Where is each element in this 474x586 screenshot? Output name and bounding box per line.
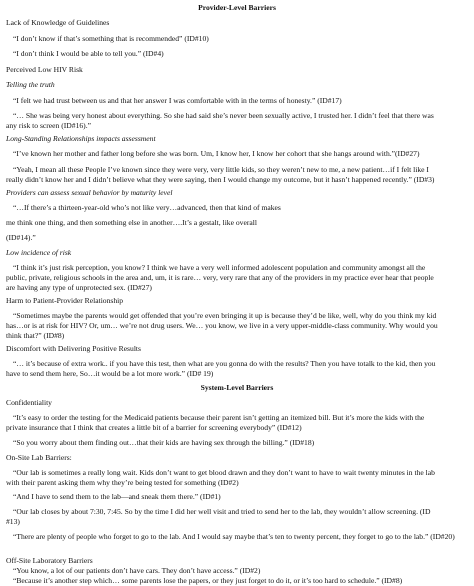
quote: “And I have to send them to the lab—and sneak them there.” (ID#1) (13, 492, 221, 501)
quote-continued: with their parent asking them why they’re being tested for something (ID#2) (6, 478, 239, 487)
quote-continued: public, private, religious schools in the area and, um, it is rare… very, very rare that any of the providers in my practice ever hear that people (6, 273, 434, 282)
quote: “You know, a lot of our patients don’t have cars. They don’t have access.” (ID#2) (13, 566, 261, 575)
section-title-confidentiality: Confidentiality (6, 398, 52, 407)
quote: “Because it’s another step which… some parents lose the papers, or they just forget to do it, or it’s too hard to schedule.” (ID#8) (13, 576, 403, 585)
quote-continued: (ID#14).” (6, 233, 36, 242)
section-title-lack-knowledge: Lack of Knowledge of Guidelines (6, 18, 110, 27)
quote-continued: me think one thing, and then something else in another….It’s a gestalt, like overall (6, 218, 257, 227)
quote: “So you worry about them finding out…that their kids are having sex through the billing.” (ID#18) (13, 438, 315, 447)
quote: “Our lab is sometimes a really long wait. Kids don’t want to get blood drawn and they don’t want to have to wait twenty minutes in the lab (13, 468, 435, 477)
section-title-discomfort: Discomfort with Delivering Positive Results (6, 344, 141, 353)
quote: “It’s easy to order the testing for the Medicaid patients because their parent isn’t getting an itemized bill. But it’s more the kids with the (13, 413, 425, 422)
system-heading: System-Level Barriers (200, 383, 274, 392)
quote: “I don’t know if that’s something that is recommended” (ID#10) (13, 34, 209, 43)
quote: “There are plenty of people who forget to go to the lab. And I would say maybe that’s ten to twenty percent, they forget to go to the lab.” (ID#20) (13, 532, 455, 541)
quote-continued: have to send them here, So…it would be a lot more work.” (ID# 19) (6, 369, 214, 378)
quote: “Our lab closes by about 7:30, 7:45. So by the time I did her well visit and tried to send her to the lab, they wouldn’t allow screening. (ID (13, 507, 431, 516)
quote-continued: has…or is at risk for HIV? Or, um… we’re not drug users. We… you know, we live in a very upper-middle-class community. Why would you (6, 321, 438, 330)
subheading-maturity: Providers can assess sexual behavior by maturity level (6, 188, 173, 197)
quote-continued: really didn’t know her and I didn’t believe what they were saying, then I would change my outcome, but it hasn’t happened recently.” (ID#3) (6, 175, 435, 184)
subheading-low-incidence: Low incidence of risk (6, 248, 72, 257)
quote-continued: #13) (6, 517, 20, 526)
section-title-onsite: On-Site Lab Barriers: (6, 453, 72, 462)
quote: “Sometimes maybe the parents would get offended that you’re even bringing it up is because they’d be like, well, why do you think my kid (13, 311, 437, 320)
quote: “I felt we had trust between us and that her answer I was comfortable with in the terms of honesty.” (ID#17) (13, 96, 342, 105)
provider-heading: Provider-Level Barriers (198, 3, 276, 12)
quote-continued: think that?” (ID#8) (6, 331, 65, 340)
quote-continued: private insurance that I think that creates a little bit of a barrier for screening everybody” (ID#12) (6, 423, 302, 432)
quote: “…If there’s a thirteen-year-old who’s not like very…advanced, then that kind of makes (13, 203, 281, 212)
subheading-telling-truth: Telling the truth (6, 80, 55, 89)
section-title-perceived-risk: Perceived Low HIV Risk (6, 65, 83, 74)
quote: “… She was being very honest about everything. So she had said she’s never been sexually active, I trusted her. I didn’t feel that there was (13, 111, 434, 120)
quote-continued: any risk to screen (ID#16).” (6, 121, 91, 130)
quote: “I don’t think I would be able to tell you.” (ID#4) (13, 49, 164, 58)
quote: “I think it’s just risk perception, you know? I think we have a very well informed adolescent population and community amongst all the (13, 263, 426, 272)
quote: “Yeah, I mean all these People I’ve known since they were very, very little kids, so they weren’t new to me, a new patient…if I felt like I (13, 165, 429, 174)
quote: “… it’s because of extra work.. if you have this test, then what are you gonna do with the results? Then you have totalk to the kid, then you (13, 359, 436, 368)
quote-continued: are having any type of unprotected sex. (ID#27) (6, 283, 152, 292)
subheading-long-standing: Long-Standing Relationships impacts assessment (6, 134, 156, 143)
section-title-harm: Harm to Patient-Provider Relationship (6, 296, 124, 305)
section-title-offsite: Off-Site Laboratory Barriers (6, 556, 93, 565)
quote: “I’ve known her mother and father long before she was born. Um, I know her, I know her cohort that she hangs around with.”(ID#27) (13, 149, 420, 158)
